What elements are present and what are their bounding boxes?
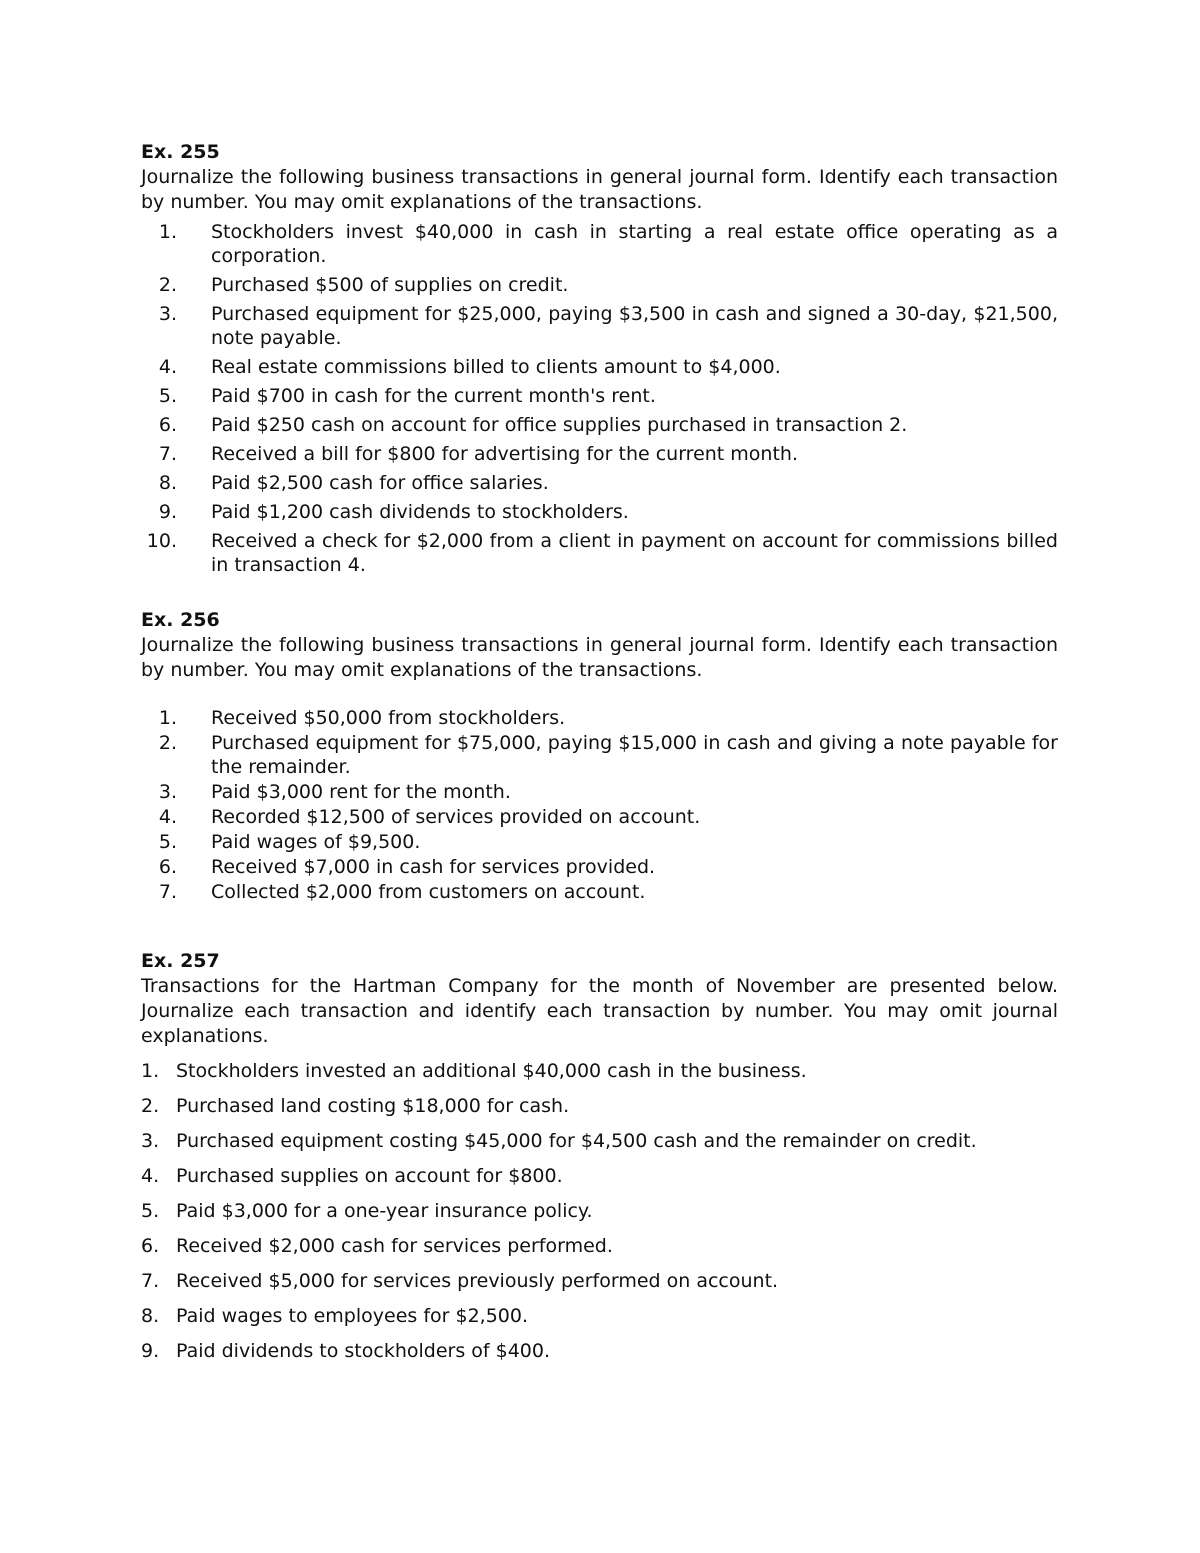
item-text: Collected $2,000 from customers on account. (211, 881, 646, 903)
transaction-item (141, 1269, 1058, 1293)
item-number: 9. (158, 501, 177, 523)
item-number: 4. (158, 356, 177, 378)
transaction-item (141, 706, 1058, 730)
transaction-item (141, 302, 1058, 350)
item-text: Received $7,000 in cash for services provided. (211, 856, 656, 878)
item-number: 2. (158, 732, 177, 754)
item-number: 8. (158, 472, 177, 494)
exercise-prompt: Journalize the following business transactions in general journal form. Identify each transaction by number. You may omit explanations of the transactions. (141, 634, 1058, 681)
exercise-prompt: Journalize the following business transactions in general journal form. Identify each transaction by number. You may omit explanations of the transactions. (141, 166, 1058, 213)
exercise-prompt: Transactions for the Hartman Company for the month of November are presented below. Journalize each transaction and identify each transaction by number. You may omit journal explanations. (141, 975, 1058, 1047)
exercise-255 (141, 140, 1058, 577)
transaction-item (141, 355, 1058, 379)
transaction-item (141, 1094, 1058, 1118)
transaction-item (141, 731, 1058, 779)
item-number: 7. (141, 1270, 160, 1292)
transaction-item (141, 1339, 1058, 1363)
item-number: 2. (158, 274, 177, 296)
item-text: Received a check for $2,000 from a client in payment on account for commissions billed in transaction 4. (211, 530, 1058, 576)
item-number: 7. (158, 881, 177, 903)
item-number: 4. (158, 806, 177, 828)
exercise-title: Ex. 255 (141, 141, 220, 163)
item-number: 4. (141, 1165, 160, 1187)
transaction-item (141, 471, 1058, 495)
item-text: Purchased $500 of supplies on credit. (211, 274, 569, 296)
item-text: Paid $250 cash on account for office supplies purchased in transaction 2. (211, 414, 908, 436)
item-number: 5. (158, 385, 177, 407)
item-number: 10. (146, 530, 177, 552)
transaction-item (141, 442, 1058, 466)
item-number: 3. (158, 781, 177, 803)
item-text: Purchased supplies on account for $800. (176, 1165, 563, 1187)
item-number: 6. (158, 414, 177, 436)
transaction-item (141, 1199, 1058, 1223)
transaction-item (141, 1129, 1058, 1153)
item-number: 5. (141, 1200, 160, 1222)
transaction-item (141, 273, 1058, 297)
transaction-item (141, 1234, 1058, 1258)
transaction-item (141, 220, 1058, 268)
item-text: Purchased land costing $18,000 for cash. (176, 1095, 570, 1117)
item-number: 1. (158, 707, 177, 729)
transaction-item (141, 780, 1058, 804)
transaction-list (141, 1059, 1058, 1363)
transaction-item (141, 830, 1058, 854)
item-number: 8. (141, 1305, 160, 1327)
item-text: Paid wages to employees for $2,500. (176, 1305, 529, 1327)
item-number: 6. (141, 1235, 160, 1257)
item-text: Recorded $12,500 of services provided on account. (211, 806, 701, 828)
item-number: 6. (158, 856, 177, 878)
item-number: 9. (141, 1340, 160, 1362)
exercise-title: Ex. 257 (141, 950, 220, 972)
exercise-title: Ex. 256 (141, 609, 220, 631)
transaction-item (141, 1304, 1058, 1328)
transaction-item (141, 1059, 1058, 1083)
document-page (141, 140, 1058, 1374)
exercise-256 (141, 608, 1058, 904)
item-text: Purchased equipment for $25,000, paying $3,500 in cash and signed a 30-day, $21,500, note payable. (211, 303, 1058, 349)
transaction-item (141, 805, 1058, 829)
transaction-item (141, 529, 1058, 577)
item-text: Paid dividends to stockholders of $400. (176, 1340, 551, 1362)
transaction-list (141, 220, 1058, 577)
item-text: Paid wages of $9,500. (211, 831, 421, 853)
item-text: Received a bill for $800 for advertising for the current month. (211, 443, 798, 465)
item-number: 5. (158, 831, 177, 853)
item-text: Paid $700 in cash for the current month's rent. (211, 385, 656, 407)
item-text: Received $50,000 from stockholders. (211, 707, 566, 729)
item-text: Paid $1,200 cash dividends to stockholders. (211, 501, 629, 523)
item-text: Paid $3,000 for a one-year insurance policy. (176, 1200, 593, 1222)
transaction-item (141, 384, 1058, 408)
item-number: 1. (158, 221, 177, 243)
transaction-item (141, 1164, 1058, 1188)
item-text: Stockholders invest $40,000 in cash in starting a real estate office operating as a corporation. (211, 221, 1058, 267)
transaction-list (141, 706, 1058, 904)
item-text: Paid $3,000 rent for the month. (211, 781, 511, 803)
item-text: Paid $2,500 cash for office salaries. (211, 472, 549, 494)
item-number: 1. (141, 1060, 160, 1082)
item-text: Received $2,000 cash for services performed. (176, 1235, 613, 1257)
transaction-item (141, 880, 1058, 904)
item-text: Received $5,000 for services previously performed on account. (176, 1270, 779, 1292)
transaction-item (141, 500, 1058, 524)
transaction-item (141, 413, 1058, 437)
item-text: Stockholders invested an additional $40,000 cash in the business. (176, 1060, 807, 1082)
item-number: 3. (141, 1130, 160, 1152)
item-text: Real estate commissions billed to clients amount to $4,000. (211, 356, 781, 378)
item-text: Purchased equipment for $75,000, paying $15,000 in cash and giving a note payable for the remainder. (211, 732, 1058, 778)
transaction-item (141, 855, 1058, 879)
item-text: Purchased equipment costing $45,000 for $4,500 cash and the remainder on credit. (176, 1130, 977, 1152)
item-number: 2. (141, 1095, 160, 1117)
item-number: 7. (158, 443, 177, 465)
item-number: 3. (158, 303, 177, 325)
exercise-257 (141, 949, 1058, 1363)
